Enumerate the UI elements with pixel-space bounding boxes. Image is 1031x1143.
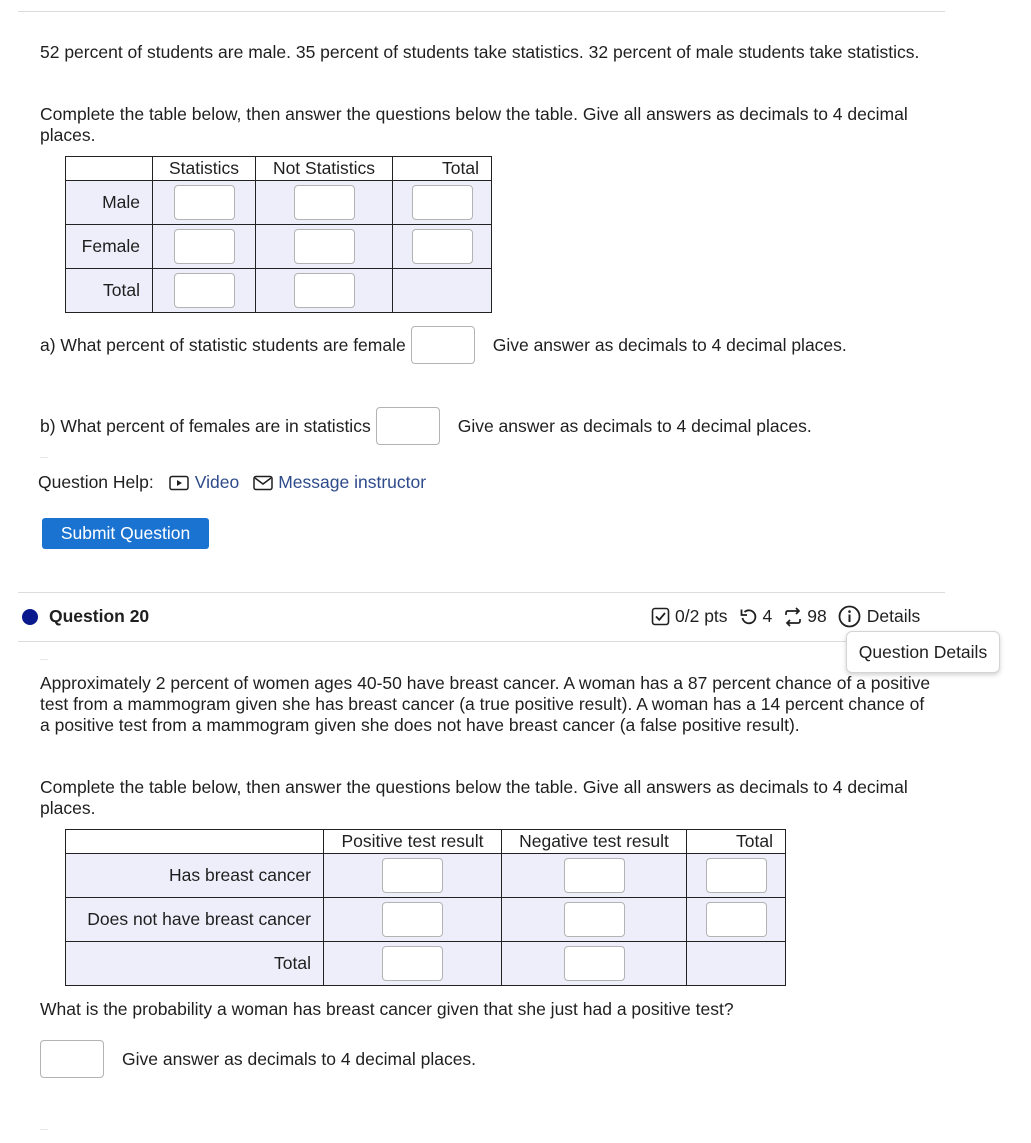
separator-tick	[40, 457, 48, 458]
cell-female-not-statistics	[256, 225, 393, 269]
input-male-statistics[interactable]	[174, 185, 235, 220]
input-total-negative[interactable]	[564, 946, 625, 981]
table-row	[66, 854, 786, 898]
input-nocancer-total[interactable]	[706, 902, 767, 937]
cell-total-statistics	[153, 269, 256, 313]
input-female-statistics[interactable]	[174, 229, 235, 264]
row-header-female: Female	[66, 225, 153, 269]
cell-nocancer-positive	[324, 898, 502, 942]
question-divider	[18, 592, 945, 593]
submit-question-button[interactable]: Submit Question	[42, 518, 209, 549]
input-total-not-statistics[interactable]	[294, 273, 355, 308]
separator-tick	[40, 659, 48, 660]
details-label: Details	[866, 606, 921, 626]
video-icon	[169, 475, 189, 491]
q20-two-way-table	[65, 829, 786, 986]
column-header-positive: Positive test result	[324, 830, 502, 854]
input-nocancer-negative[interactable]	[564, 902, 625, 937]
message-instructor-label: Message instructor	[278, 472, 427, 492]
cell-total-total	[393, 269, 492, 313]
question-help-label: Question Help:	[38, 472, 154, 492]
row-header-male: Male	[66, 181, 153, 225]
question-header-divider	[18, 641, 945, 642]
input-male-total[interactable]	[412, 185, 473, 220]
q19-intro-text: 52 percent of students are male. 35 percent of students take statistics. 32 percent of male students take statistics.	[40, 42, 920, 62]
column-header-statistics: Statistics	[153, 157, 256, 181]
cell-cancer-positive	[324, 854, 502, 898]
q19-question-b	[40, 407, 812, 445]
table-row	[66, 225, 492, 269]
answer-b-input[interactable]	[376, 407, 440, 445]
table-corner-cell	[66, 157, 153, 181]
row-header-no-cancer: Does not have breast cancer	[66, 898, 324, 942]
question-20-meta	[651, 605, 920, 628]
checkbox-score-icon	[651, 607, 670, 626]
column-header-not-statistics: Not Statistics	[256, 157, 393, 181]
retry-icon	[739, 607, 758, 626]
mail-icon	[253, 475, 273, 491]
points-value: 0/2 pts	[675, 606, 728, 626]
cell-cancer-total	[687, 854, 786, 898]
question-b-text: b) What percent of females are in statistics	[40, 415, 371, 436]
q20-answer-hint: Give answer as decimals to 4 decimal places.	[122, 1048, 477, 1069]
top-divider	[18, 11, 945, 12]
attempts-value: 98	[807, 606, 827, 626]
table-row	[66, 269, 492, 313]
question-details-tooltip: Question Details	[846, 631, 1000, 673]
question-a-text: a) What percent of statistic students are female	[40, 334, 406, 355]
input-cancer-positive[interactable]	[382, 858, 443, 893]
input-cancer-negative[interactable]	[564, 858, 625, 893]
answer-a-hint: Give answer as decimals to 4 decimal places.	[492, 334, 847, 355]
input-total-statistics[interactable]	[174, 273, 235, 308]
question-20-title: Question 20	[49, 606, 150, 626]
cell-nocancer-total	[687, 898, 786, 942]
row-header-total: Total	[66, 942, 324, 986]
details-toggle[interactable]	[838, 605, 921, 628]
q20-question-text: What is the probability a woman has breast cancer given that she just had a positive test?	[40, 999, 734, 1019]
cell-female-statistics	[153, 225, 256, 269]
q19-two-way-table	[65, 156, 492, 313]
input-female-total[interactable]	[412, 229, 473, 264]
message-instructor-link[interactable]	[253, 472, 426, 493]
answer-a-input[interactable]	[411, 326, 475, 364]
separator-tick	[40, 1129, 48, 1130]
question-status-dot	[22, 609, 38, 625]
q20-answer-line	[40, 1040, 476, 1078]
row-header-has-cancer: Has breast cancer	[66, 854, 324, 898]
info-icon	[838, 605, 861, 628]
attempts-icon	[783, 607, 803, 627]
cell-cancer-negative	[502, 854, 687, 898]
q19-instructions-text: Complete the table below, then answer the questions below the table. Give all answers as decimals to 4 decimal places.	[40, 104, 908, 145]
column-header-negative: Negative test result	[502, 830, 687, 854]
video-link[interactable]	[169, 472, 239, 493]
input-cancer-total[interactable]	[706, 858, 767, 893]
cell-total-negative	[502, 942, 687, 986]
video-link-label: Video	[194, 472, 240, 492]
table-corner-cell	[66, 830, 324, 854]
table-row	[66, 898, 786, 942]
cell-total-positive	[324, 942, 502, 986]
column-header-total: Total	[393, 157, 492, 181]
input-nocancer-positive[interactable]	[382, 902, 443, 937]
question-help	[38, 472, 426, 493]
table-row	[66, 181, 492, 225]
table-row	[66, 942, 786, 986]
input-female-not-statistics[interactable]	[294, 229, 355, 264]
cell-male-not-statistics	[256, 181, 393, 225]
input-total-positive[interactable]	[382, 946, 443, 981]
cell-female-total	[393, 225, 492, 269]
row-header-total: Total	[66, 269, 153, 313]
cell-nocancer-negative	[502, 898, 687, 942]
input-male-not-statistics[interactable]	[294, 185, 355, 220]
q20-instructions-text: Complete the table below, then answer the questions below the table. Give all answers as decimals to 4 decimal places.	[40, 777, 908, 818]
cell-total-not-statistics	[256, 269, 393, 313]
cell-total-total	[687, 942, 786, 986]
q20-intro-text: Approximately 2 percent of women ages 40-50 have breast cancer. A woman has a 87 percent chance of a positive test from a mammogram given she has breast cancer (a true positive result). A woman has a 14 percent chance of a positive test from a mammogram given she does not have breast cancer (a false positive result).	[40, 673, 931, 735]
q20-answer-input[interactable]	[40, 1040, 104, 1078]
retries-value: 4	[762, 606, 773, 626]
column-header-total: Total	[687, 830, 786, 854]
q19-question-a	[40, 326, 847, 364]
answer-b-hint: Give answer as decimals to 4 decimal places.	[457, 415, 812, 436]
cell-male-total	[393, 181, 492, 225]
cell-male-statistics	[153, 181, 256, 225]
